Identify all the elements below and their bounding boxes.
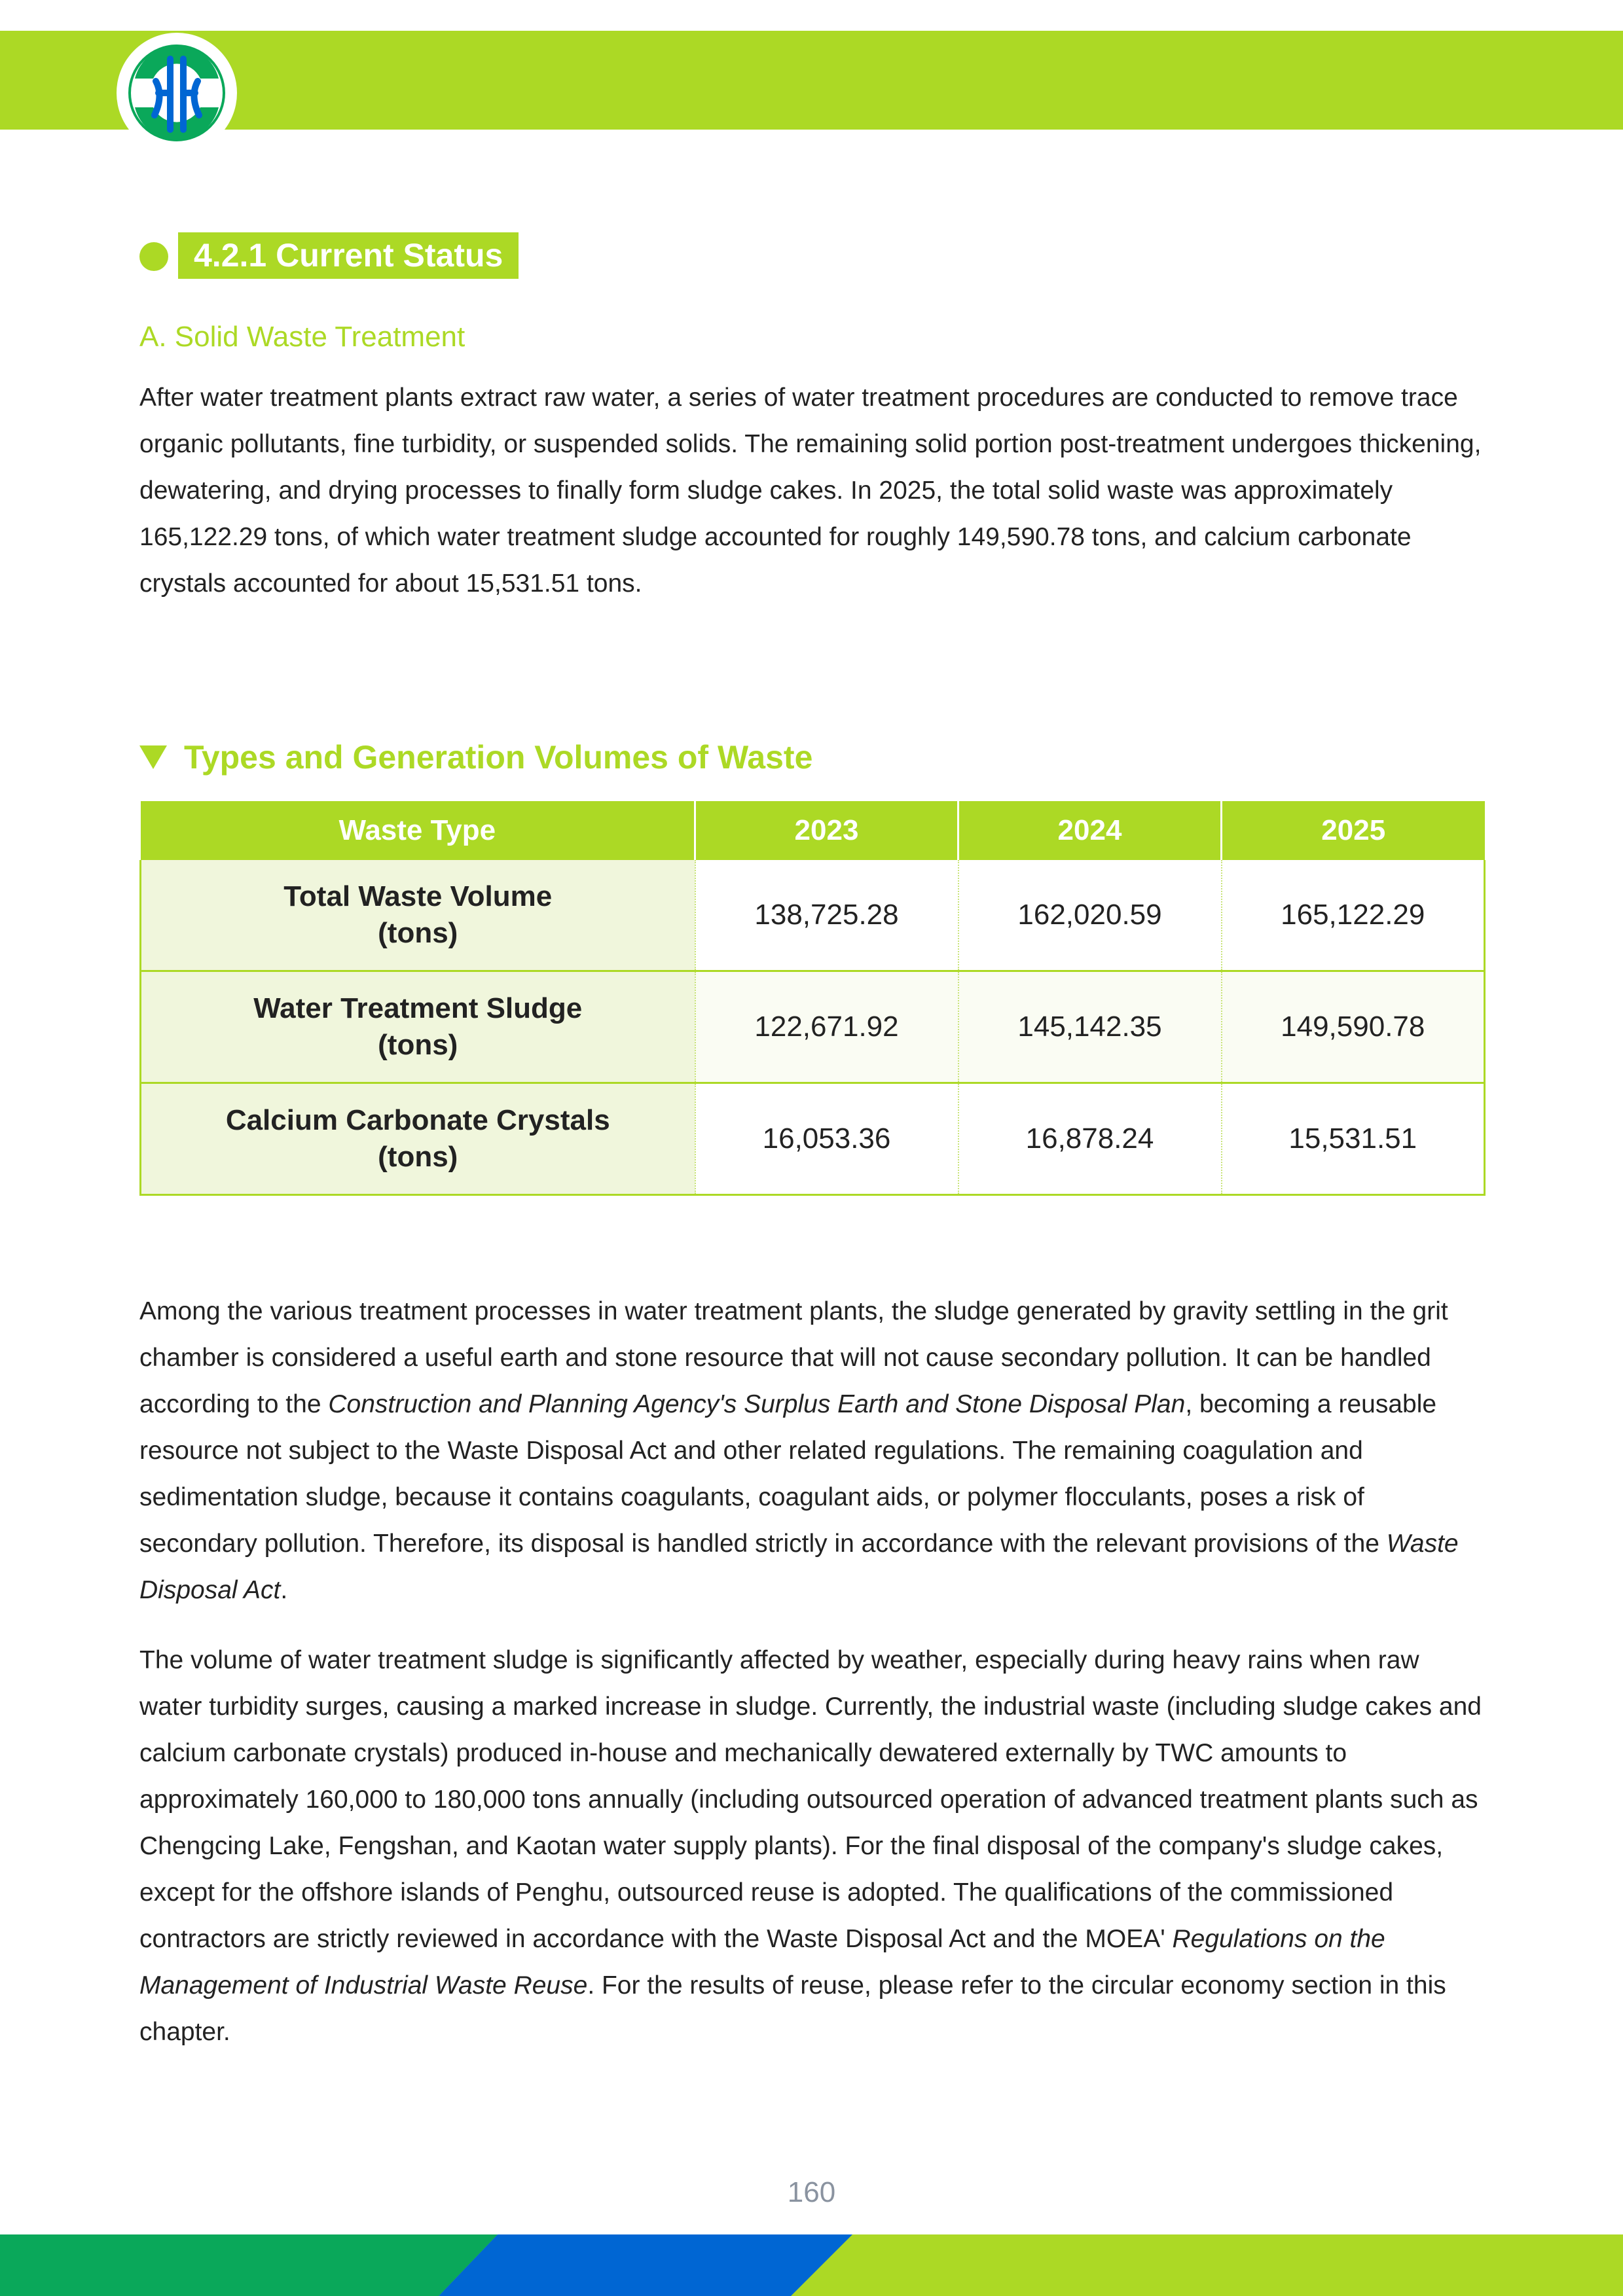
table-title-text: Types and Generation Volumes of Waste xyxy=(184,739,813,776)
table-cell: 149,590.78 xyxy=(1222,971,1485,1083)
table-row xyxy=(141,971,1485,1083)
table-row xyxy=(141,1083,1485,1195)
footer-band xyxy=(0,2234,1623,2296)
table-row xyxy=(141,860,1485,971)
row-label-type: Calcium Carbonate Crystals xyxy=(225,1104,610,1136)
col-header-waste-type: Waste Type xyxy=(141,801,695,860)
row-label-unit: (tons) xyxy=(378,917,458,949)
row-label xyxy=(141,860,695,971)
col-header-2023: 2023 xyxy=(695,801,958,860)
table-title xyxy=(139,738,812,776)
text-run: . xyxy=(280,1576,288,1604)
table-header-row xyxy=(141,801,1485,860)
row-label-unit: (tons) xyxy=(378,1029,458,1061)
col-header-2024: 2024 xyxy=(958,801,1222,860)
table-cell: 15,531.51 xyxy=(1222,1083,1485,1195)
table-cell: 16,878.24 xyxy=(958,1083,1222,1195)
intro-paragraph: After water treatment plants extract raw water, a series of water treatment procedures are conducted to remove trace organic pollutants, fine turbidity, or suspended solids. The remaining solid portion post-treatment undergoes thickening, dewatering, and drying processes to finally form sludge cakes. In 2025, the total solid waste was approximately 165,122.29 tons, of which water treatment sludge accounted for roughly 149,590.78 tons, and calcium carbonate crystals accounted for about 15,531.51 tons. xyxy=(139,384,1482,598)
text-run: The volume of water treatment sludge is significantly affected by weather, especially during heavy rains when raw water turbidity surges, causing a marked increase in sludge. Currently, the industrial waste (including sludge cakes and calcium carbonate crystals) produced in-house and mechanically dewatered externally by TWC amounts to approximately 160,000 to 180,000 tons annually (including outsourced operation of advanced treatment plants such as Chengcing Lake, Fengshan, and Kaotan water supply plants). For the final disposal of the company's sludge cakes, except for the offshore islands of Penghu, outsourced reuse is adopted. The qualifications of the commissioned contractors are strictly reviewed in accordance with the Waste Disposal Act and the MOEA' xyxy=(139,1646,1482,1953)
table-cell: 16,053.36 xyxy=(695,1083,958,1195)
col-header-2025: 2025 xyxy=(1222,801,1485,860)
row-label xyxy=(141,971,695,1083)
emphasis-text: Construction and Planning Agency's Surplus Earth and Stone Disposal Plan xyxy=(328,1390,1186,1418)
page-number: 160 xyxy=(787,2176,836,2208)
emphasis-text: Waste Disposal Act xyxy=(139,1530,1459,1604)
table-cell: 122,671.92 xyxy=(695,971,958,1083)
emphasis-text: Regulations on the Management of Industrial Waste Reuse xyxy=(139,1925,1385,2000)
row-label-type: Water Treatment Sludge xyxy=(253,992,583,1024)
header-band xyxy=(0,31,1623,130)
company-logo-icon xyxy=(117,33,237,153)
table-cell: 162,020.59 xyxy=(958,860,1222,971)
row-label-unit: (tons) xyxy=(378,1141,458,1173)
row-label xyxy=(141,1083,695,1195)
row-label-type: Total Waste Volume xyxy=(283,880,553,912)
text-run: , becoming a reusable resource not subject to the Waste Disposal Act and other related regulations. The remaining coagulation and sedimentation sludge, because it contains coagulants, coagulant aids, or polymer flocculants, poses a risk of secondary pollution. Therefore, its disposal is handled strictly in accordance with the relevant provisions of the xyxy=(139,1390,1437,1558)
sludge-disposal-paragraph xyxy=(139,1288,1487,1613)
table-cell: 138,725.28 xyxy=(695,860,958,971)
waste-table xyxy=(139,801,1486,1196)
text-run: Among the various treatment processes in water treatment plants, the sludge generated by gravity settling in the grit chamber is considered a useful earth and stone resource that will not cause secondary pollution. It can be handled according to the xyxy=(139,1297,1448,1418)
text-run: . For the results of reuse, please refer to the circular economy section in this chapter. xyxy=(139,1971,1446,2046)
section-heading: 4.2.1 Current Status xyxy=(178,232,519,279)
section-bullet xyxy=(139,242,168,271)
sludge-volume-paragraph xyxy=(139,1637,1487,2055)
table-cell: 165,122.29 xyxy=(1222,860,1485,971)
table-cell: 145,142.35 xyxy=(958,971,1222,1083)
triangle-down-icon xyxy=(139,745,167,769)
subsection-heading: A. Solid Waste Treatment xyxy=(139,321,465,353)
